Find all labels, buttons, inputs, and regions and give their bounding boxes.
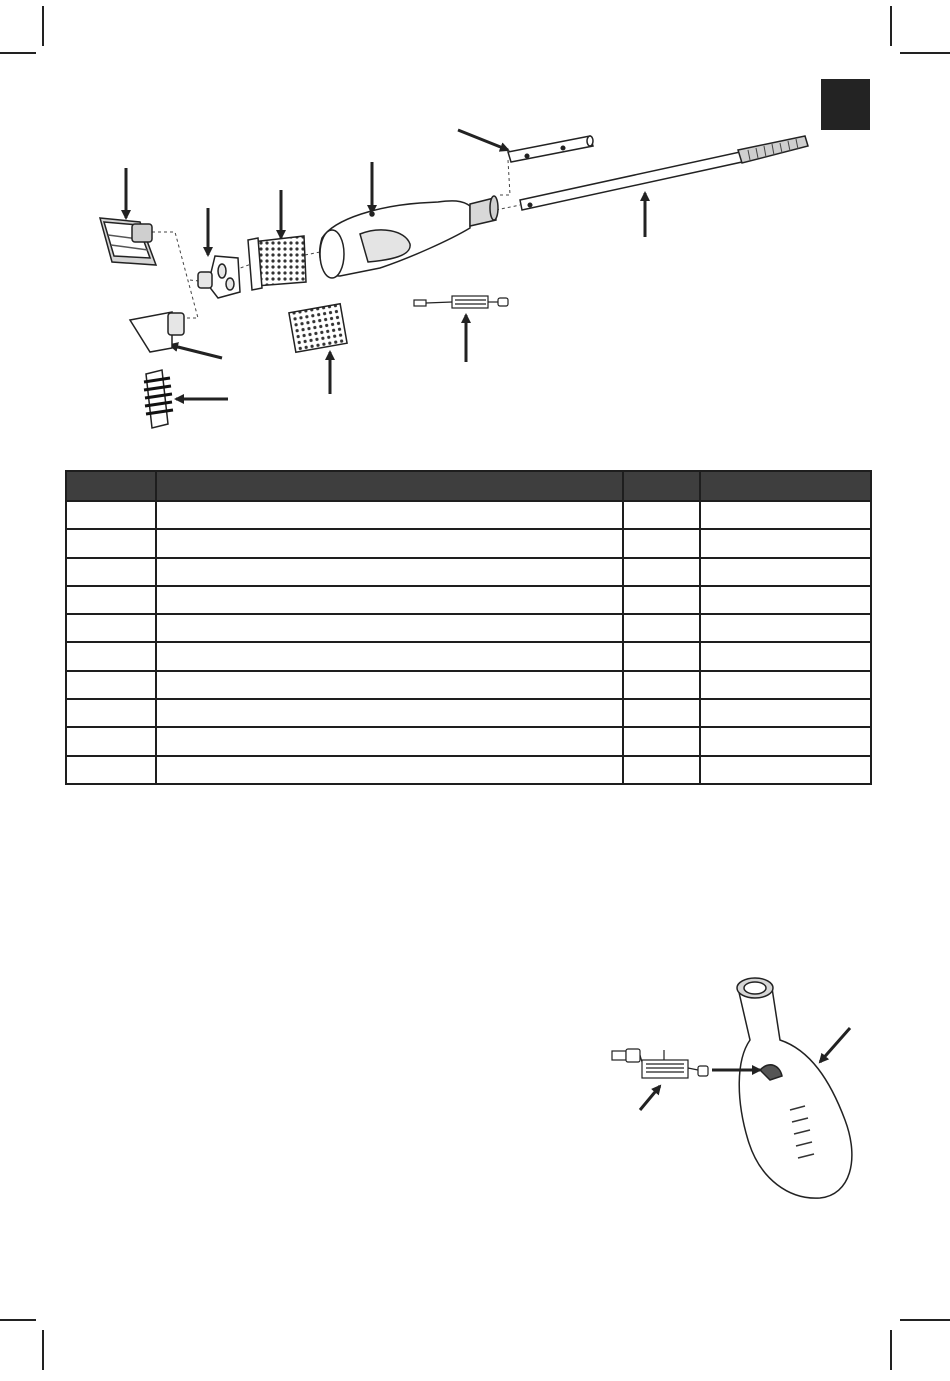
table-row bbox=[66, 642, 871, 670]
table-cell bbox=[156, 586, 623, 614]
table-cell bbox=[700, 586, 871, 614]
arrow-7 bbox=[170, 345, 222, 358]
crop-mark-bottom-right-v bbox=[890, 1330, 892, 1370]
vacuum-body bbox=[320, 196, 498, 278]
table-cell bbox=[623, 727, 700, 755]
table-cell bbox=[700, 727, 871, 755]
table-cell bbox=[66, 756, 156, 784]
arrow-5 bbox=[458, 130, 508, 150]
charger-cable bbox=[612, 1049, 708, 1078]
table-cell bbox=[623, 671, 700, 699]
table-cell bbox=[66, 699, 156, 727]
table-row bbox=[66, 727, 871, 755]
table-cell bbox=[156, 756, 623, 784]
crop-mark-bottom-right-h bbox=[900, 1319, 950, 1321]
table-cell bbox=[66, 558, 156, 586]
table-cell bbox=[66, 727, 156, 755]
table-cell bbox=[700, 756, 871, 784]
table-cell bbox=[66, 501, 156, 529]
spare-filter-sheet bbox=[289, 304, 347, 352]
table-cell bbox=[156, 614, 623, 642]
charging-diagram bbox=[600, 970, 870, 1210]
table-cell bbox=[700, 642, 871, 670]
table-cell bbox=[623, 699, 700, 727]
cylinder-filter bbox=[248, 236, 306, 290]
table-cell bbox=[623, 558, 700, 586]
table-cell bbox=[700, 699, 871, 727]
table-cell bbox=[66, 614, 156, 642]
table-cell bbox=[66, 671, 156, 699]
table-cell bbox=[623, 642, 700, 670]
table-cell bbox=[156, 529, 623, 557]
table-cell bbox=[623, 756, 700, 784]
charging-cable bbox=[414, 296, 508, 308]
table-row bbox=[66, 501, 871, 529]
table-cell bbox=[156, 642, 623, 670]
header-cell bbox=[66, 471, 156, 501]
extension-tube-short bbox=[508, 136, 593, 162]
table-cell bbox=[623, 586, 700, 614]
vacuum-handle-upright bbox=[737, 978, 852, 1198]
table-cell bbox=[156, 727, 623, 755]
table-row bbox=[66, 614, 871, 642]
table-cell bbox=[700, 614, 871, 642]
table-cell bbox=[700, 501, 871, 529]
crop-mark-bottom-left-h bbox=[0, 1319, 36, 1321]
table-cell bbox=[66, 529, 156, 557]
table-cell bbox=[156, 558, 623, 586]
adaptor bbox=[198, 256, 240, 298]
table-cell bbox=[623, 529, 700, 557]
table-cell bbox=[700, 558, 871, 586]
table-row bbox=[66, 671, 871, 699]
brush-head bbox=[144, 370, 173, 428]
table-cell bbox=[623, 614, 700, 642]
table-cell bbox=[66, 642, 156, 670]
table-cell bbox=[156, 501, 623, 529]
header-cell bbox=[156, 471, 623, 501]
parts-table bbox=[65, 470, 872, 785]
table-cell bbox=[156, 671, 623, 699]
table-row bbox=[66, 558, 871, 586]
table-cell bbox=[156, 699, 623, 727]
table-row bbox=[66, 756, 871, 784]
table-row bbox=[66, 529, 871, 557]
arrow-cable bbox=[640, 1086, 660, 1110]
table-cell bbox=[623, 501, 700, 529]
table-cell bbox=[66, 586, 156, 614]
header-cell bbox=[700, 471, 871, 501]
table-header-row bbox=[66, 471, 871, 501]
table-cell bbox=[700, 671, 871, 699]
exploded-parts-diagram bbox=[0, 0, 950, 460]
table-row bbox=[66, 586, 871, 614]
table-row bbox=[66, 699, 871, 727]
arrow-handle bbox=[820, 1028, 850, 1062]
table-cell bbox=[700, 529, 871, 557]
header-cell bbox=[623, 471, 700, 501]
floor-nozzle bbox=[100, 218, 156, 265]
crop-mark-bottom-left-v bbox=[42, 1330, 44, 1370]
